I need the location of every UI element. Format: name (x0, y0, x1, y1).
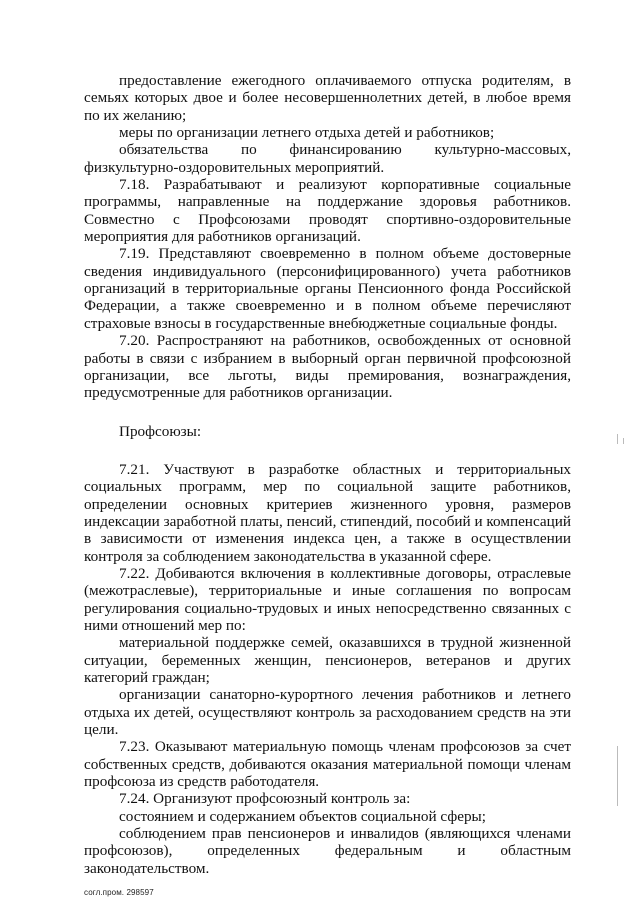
paragraph-7-18: 7.18. Разрабатывают и реализуют корпоративные социальные программы, направленные на поддержание здоровья работников. Совместно с Профсоюзами проводят спортивно-оздоровительные мероприятия для работников организаций. (84, 176, 571, 246)
scan-artifact-mark (617, 746, 618, 806)
footer-document-code: согл.пром. 298597 (84, 888, 154, 897)
paragraph-7-19: 7.19. Представляют своевременно в полном объеме достоверные сведения индивидуального (персонифицированного) учета работников организаций в территориальные органы Пенсионного фонда Российской Федерации, а также своевременно и в полном объеме перечисляют страховые взносы в государственные внебюджетные социальные фонды. (84, 245, 571, 332)
paragraph-sanatorium: организации санаторно-курортного лечения работников и летнего отдыха их детей, осуществляют контроль за расходованием средств на эти цели. (84, 686, 571, 739)
paragraph-family-support: материальной поддержке семей, оказавшихся в трудной жизненной ситуации, беременных женщин, пенсионеров, ветеранов и других категорий граждан; (84, 634, 571, 686)
section-heading-trade-unions: Профсоюзы: (119, 422, 202, 440)
paragraph-7-21: 7.21. Участвуют в разработке областных и территориальных социальных программ, мер по социальной защите работников, определении основных критериев жизненного уровня, размеров индексации заработной платы, пенсий, стипендий, пособий и компенсаций в зависимости от изменения индекса цен, а также в осуществлении контроля за соблюдением законодательства в указанной сфере. (84, 460, 571, 565)
paragraph-7-24: 7.24. Организуют профсоюзный контроль за: (119, 790, 411, 808)
paragraph-pensioners-rights: соблюдением прав пенсионеров и инвалидов (являющихся членами профсоюзов), определенных федеральным и областным законодательством. (84, 825, 571, 877)
scan-artifact-mark (617, 434, 618, 444)
paragraph-summer-rest: меры по организации летнего отдыха детей и работников; (119, 124, 495, 142)
paragraph-7-22: 7.22. Добиваются включения в коллективные договоры, отраслевые (межотраслевые), территориальные и иные соглашения по вопросам регулирования социально-трудовых и иных непосредственно связанных с ними отношений мер по: (84, 564, 571, 634)
paragraph-7-20: 7.20. Распространяют на работников, освобожденных от основной работы в связи с избранием в выборный орган первичной профсоюзной организации, все льготы, виды премирования, вознаграждения, предусмотренные для работников организации. (84, 332, 571, 402)
paragraph-social-facilities: состоянием и содержанием объектов социальной сферы; (119, 807, 486, 825)
paragraph-leave-parents: предоставление ежегодного оплачиваемого отпуска родителям, в семьях которых двое и более несовершеннолетних детей, в любое время по их желанию; (84, 72, 571, 124)
paragraph-7-23: 7.23. Оказывают материальную помощь членам профсоюзов за счет собственных средств, добиваются оказания материальной помощи членам профсоюза из средств работодателя. (84, 738, 571, 791)
scan-artifact-mark (623, 438, 624, 444)
paragraph-obligations: обязательства по финансированию культурно-массовых, физкультурно-оздоровительных мероприятий. (84, 141, 571, 176)
document-body (84, 72, 571, 877)
